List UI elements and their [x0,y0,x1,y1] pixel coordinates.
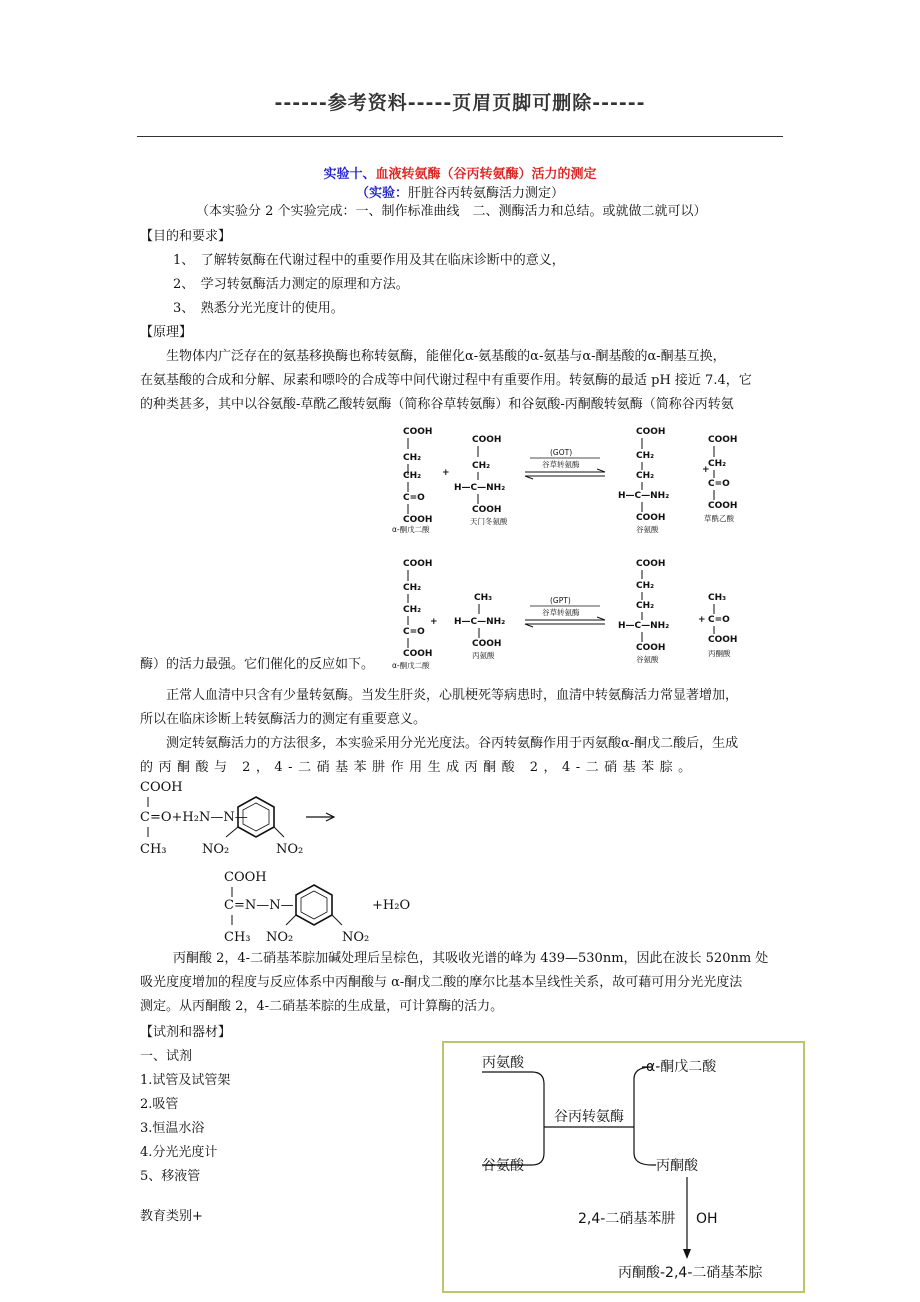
enzyme-code: (GPT) [550,596,571,605]
reagents-footer: 教育类别+ [140,1209,203,1224]
group-label: COOH [636,427,666,437]
group-label: COOH [636,513,666,523]
flow-node-akg: α-酮戊二酸 [646,1059,717,1075]
water-product: +H₂O [372,898,411,913]
flow-node-enzyme: 谷丙转氨酶 [554,1109,624,1125]
principle-text: 测定。从丙酮酸 2，4-二硝基苯腙的生成量，可计算酶的活力。 [140,999,504,1014]
group-label: COOH [403,515,433,525]
group-label: CH₂ [403,453,422,463]
document-title [0,163,920,182]
compound-label: 谷氨酸 [636,525,659,534]
subtitle-text: 肝脏谷丙转氨酶活力测定） [408,186,565,201]
group-label: COOH [708,635,738,645]
got-reaction [392,427,737,534]
group-label: COOH [472,435,502,445]
group-label: CH₂ [708,459,727,469]
plus-sign: + [430,617,438,627]
page-header: ------参考资料-----页眉页脚可删除------ [274,92,646,114]
reagents-heading: 【试剂和器材】 [140,1025,232,1040]
group-label: CH₂ [636,451,655,461]
reagent-item: 4.分光光度计 [140,1145,218,1160]
group-label: COOH [140,780,183,795]
nitro-group: NO₂ [266,930,294,945]
header-divider [137,136,783,137]
reagent-item: 5、移液管 [140,1169,201,1184]
group-label: CH₃ [474,593,493,603]
title-main: 血液转氨酶（谷丙转氨酶）活力的测定 [375,167,597,182]
group-label: CH₂ [403,605,422,615]
flow-node-alanine: 丙氨酸 [482,1055,524,1071]
group-label: H—C—NH₂ [618,491,670,501]
principle-heading: 【原理】 [140,325,193,340]
reactant-chain: C=O+H₂N—N— [140,810,248,825]
group-label: COOH [636,643,666,653]
reagent-item: 1.试管及试管架 [140,1073,231,1088]
purpose-item: 3、 熟悉分光光度计的使用。 [173,301,344,316]
principle-text: 吸光度度增加的程度与反应体系中丙酮酸与 α-酮戊二酸的摩尔比基本呈线性关系，故可藉可用分光光度法 [140,975,743,990]
transamination-reactions [390,420,790,675]
group-label: CH₂ [403,583,422,593]
group-label: H—C—NH₂ [454,483,506,493]
group-label: COOH [636,559,666,569]
purpose-item: 1、 了解转氨酶在代谢过程中的重要作用及其在临床诊断中的意义， [173,253,565,268]
product-chain: C=N—N— [224,898,294,913]
group-label: C=O [403,493,425,503]
reagents-subheading: 一、试剂 [140,1049,193,1064]
enzyme-code: (GOT) [550,448,573,457]
group-label: CH₂ [472,461,491,471]
reagent-item: 2.吸管 [140,1097,179,1112]
flow-node-oh: OH [696,1211,718,1227]
compound-label: 草酰乙酸 [704,514,734,523]
plus-sign: + [702,465,710,475]
principle-text: 丙酮酸 2，4-二硝基苯腙加碱处理后呈棕色，其吸收光谱的峰为 439—530nm，因此在波长 520nm 处 [173,951,769,966]
group-label: H—C—NH₂ [454,617,506,627]
group-label: CH₂ [636,601,655,611]
group-label: CH₃ [224,930,251,945]
nitro-group: NO₂ [202,842,230,857]
compound-label: 天门冬氨酸 [470,517,508,526]
principle-text: 酶）的活力最强。它们催化的反应如下。 [140,657,375,672]
group-label: CH₃ [708,593,727,603]
principle-text: 在氨基酸的合成和分解、尿素和嘌呤的合成等中间代谢过程中有重要作用。转氨酶的最适 pH 接近 7.4，它 [140,373,752,388]
flow-node-pyruvate: 丙酮酸 [656,1158,698,1174]
plus-sign: + [698,615,706,625]
purpose-item: 2、 学习转氨酶活力测定的原理和方法。 [173,277,409,292]
principle-text: 所以在临床诊断上转氨酶活力的测定有重要意义。 [140,712,427,727]
subtitle-label: （实验： [355,186,408,201]
principle-text: 的种类甚多，其中以谷氨酸-草酰乙酸转氨酶（简称谷草转氨酶）和谷氨酸-丙酮酸转氨酶（简称谷丙转氨 [140,397,734,412]
group-label: C=O [403,627,425,637]
purpose-heading: 【目的和要求】 [140,229,232,244]
group-label: C=O [708,615,730,625]
compound-label: 谷氨酸 [636,655,659,664]
group-label: CH₂ [636,471,655,481]
group-label: COOH [472,505,502,515]
flow-node-glutamate: 谷氨酸 [482,1158,524,1174]
group-label: COOH [224,870,267,885]
group-label: C=O [708,479,730,489]
group-label: CH₃ [140,842,167,857]
flowchart [442,1041,806,1294]
group-label: H—C—NH₂ [618,621,670,631]
principle-text: 测定转氨酶活力的方法很多，本实验采用分光光度法。谷丙转氨酶作用于丙氨酸α-酮戊二酸后，生成 [166,736,739,751]
group-label: COOH [403,559,433,569]
enzyme-name: 谷草转氨酶 [542,460,580,469]
reagent-item: 3.恒温水浴 [140,1121,205,1136]
compound-label: 丙氨酸 [472,651,495,660]
group-label: COOH [472,639,502,649]
group-label: COOH [708,501,738,511]
compound-label: α-酮戊二酸 [392,661,430,670]
enzyme-name: 谷草转氨酶 [542,608,580,617]
group-label: COOH [403,649,433,659]
principle-text: 生物体内广泛存在的氨基移换酶也称转氨酶，能催化α-氨基酸的α-氨基与α-酮基酸的α-酮基互换， [166,349,726,364]
flow-node-dnph: 2,4-二硝基苯肼 [578,1211,676,1227]
group-label: CH₂ [636,581,655,591]
experiment-note: （本实验分 2 个实验完成：一、制作标准曲线 二、测酶活力和总结。或就做二就可以） [196,204,707,219]
plus-sign: + [442,468,450,478]
gpt-reaction [392,559,737,670]
hydrazone-reaction [138,775,428,950]
document-subtitle [0,182,920,201]
group-label: CH₂ [403,471,422,481]
compound-label: 丙酮酸 [708,649,731,658]
principle-text: 正常人血清中只含有少量转氨酶。当发生肝炎，心肌梗死等病患时，血清中转氨酶活力常显著增加， [166,688,739,703]
nitro-group: NO₂ [276,842,304,857]
flow-node-product: 丙酮酸-2,4-二硝基苯腙 [618,1265,763,1281]
group-label: COOH [403,427,433,437]
principle-text: 的丙酮酸与 2，4-二硝基苯肼作用生成丙酮酸 2，4-二硝基苯腙。 [140,760,697,775]
group-label: COOH [708,435,738,445]
compound-label: α-酮戊二酸 [392,525,430,534]
title-prefix: 实验十、 [323,167,376,182]
nitro-group: NO₂ [342,930,370,945]
